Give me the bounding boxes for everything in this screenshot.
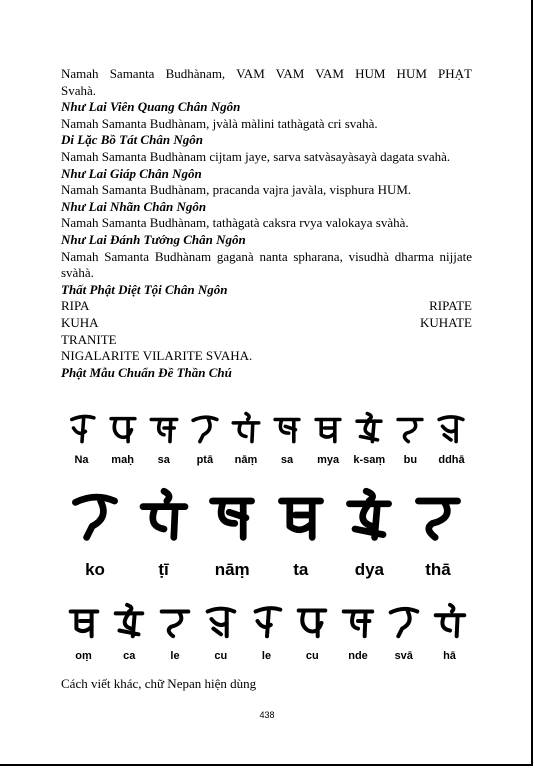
- mantra-danh-tuong-line-2: svàhà.: [61, 265, 94, 281]
- heading-vien-quang: Như Lai Viên Quang Chân Ngôn: [61, 99, 241, 115]
- script-glyph-drawing: [341, 487, 397, 543]
- glyph-row-1: [61, 406, 472, 450]
- script-glyph-stroke: [71, 416, 93, 441]
- syllable-label: sa: [280, 454, 294, 466]
- script-glyph-stroke: [344, 612, 373, 637]
- syllable-label: hā: [443, 650, 456, 662]
- syllable-label: maḥ: [111, 454, 134, 466]
- syllable-label: nde: [348, 650, 368, 662]
- mantra-kuha: KUHA: [61, 314, 99, 330]
- syllable-label: svā: [394, 650, 413, 662]
- heading-giap: Như Lai Giáp Chân Ngôn: [61, 165, 202, 181]
- script-glyph-stroke: [207, 609, 234, 637]
- script-glyph: [102, 406, 143, 450]
- script-glyph-stroke: [440, 417, 464, 442]
- script-glyph-stroke: [143, 491, 185, 537]
- intro-line-2: Svahà.: [61, 82, 97, 98]
- figure-caption: Cách viết khác, chữ Nepan hiện dùng: [61, 676, 257, 691]
- mantra-row-kuha: [61, 315, 472, 332]
- siddham-script-figure: [61, 404, 472, 674]
- script-glyph-drawing: [65, 602, 103, 640]
- script-glyph-drawing: [188, 411, 222, 445]
- script-glyph-drawing: [202, 602, 240, 640]
- script-glyph: [381, 598, 426, 644]
- script-glyph-drawing: [270, 411, 304, 445]
- glyph-row-3: [61, 598, 472, 644]
- mantra-di-lac: Namah Samanta Budhànam cijtam jaye, sarva satvàsayàsayà dagata svahà.: [61, 148, 451, 164]
- script-glyph-drawing: [273, 487, 329, 543]
- script-glyph-drawing: [156, 602, 194, 640]
- heading-that-phat: Thất Phật Diệt Tội Chân Ngôn: [61, 281, 228, 297]
- script-glyph-stroke: [390, 609, 417, 636]
- script-glyph-drawing: [393, 411, 427, 445]
- syllable-label: sa: [157, 454, 170, 466]
- heading-di-lac: Di Lặc Bồ Tát Chân Ngôn: [61, 132, 203, 148]
- script-glyph: [431, 406, 472, 450]
- script-glyph-stroke: [275, 420, 299, 442]
- script-glyph-stroke: [418, 501, 457, 537]
- script-glyph-stroke: [281, 501, 320, 537]
- script-glyph: [143, 406, 184, 450]
- syllable-row-3: [61, 650, 472, 662]
- script-glyph-stroke: [111, 419, 135, 442]
- syllable-label: ṭī: [158, 560, 169, 579]
- script-glyph-drawing: [106, 411, 140, 445]
- script-glyph-drawing: [293, 602, 331, 640]
- intro-line-1: Namah Samanta Budhànam, VAM VAM VAM HUM HUM PHẠT: [61, 66, 472, 81]
- script-glyph: [336, 598, 381, 644]
- heading-chuan-de: Phật Mẫu Chuẩn Đề Thần Chú: [61, 364, 232, 380]
- script-glyph-stroke: [75, 497, 114, 537]
- document-body: [61, 66, 472, 381]
- syllable-label: cu: [305, 650, 319, 662]
- script-glyph-drawing: [352, 411, 386, 445]
- syllable-label: k-saṃ: [353, 454, 386, 466]
- script-glyph-drawing: [147, 411, 181, 445]
- mantra-danh-tuong-line-1: Namah Samanta Budhànam gaganà nanta spharana, visudhà dharma nijjate: [61, 248, 472, 264]
- script-glyph-drawing: [65, 411, 99, 445]
- script-glyph-stroke: [357, 414, 381, 442]
- script-glyph-drawing: [434, 411, 468, 445]
- script-glyph-stroke: [316, 420, 340, 442]
- script-glyph: [427, 598, 472, 644]
- script-glyph: [290, 598, 335, 644]
- heading-danh-tuong: Như Lai Đánh Tướng Chân Ngôn: [61, 231, 246, 247]
- script-glyph-stroke: [162, 612, 189, 637]
- script-glyph: [404, 484, 472, 546]
- mantra-nhan: Namah Samanta Budhànam, tathàgatà caksra rvya valokaya svàhà.: [61, 215, 409, 231]
- script-glyph: [184, 406, 225, 450]
- syllable-label: ptā: [196, 454, 214, 466]
- glyph-row-2: [61, 484, 472, 546]
- script-glyph-drawing: [229, 411, 263, 445]
- script-glyph: [130, 484, 198, 546]
- script-glyph-drawing: [110, 602, 148, 640]
- script-glyph-stroke: [435, 605, 464, 636]
- script-glyph: [390, 406, 431, 450]
- syllable-label: ca: [123, 650, 136, 662]
- script-glyph-drawing: [248, 602, 286, 640]
- script-glyph-drawing: [136, 487, 192, 543]
- script-glyph-drawing: [67, 487, 123, 543]
- script-glyph: [61, 406, 102, 450]
- script-glyph-stroke: [213, 501, 252, 537]
- syllable-label: bu: [403, 454, 418, 466]
- script-glyph: [153, 598, 198, 644]
- syllable-label: ddhā: [438, 454, 465, 466]
- syllable-label: nāṃ: [234, 454, 258, 466]
- syllable-label: thā: [425, 560, 451, 579]
- script-glyph-stroke: [151, 420, 177, 442]
- script-glyph: [107, 598, 152, 644]
- script-glyph: [198, 484, 266, 546]
- script-glyph-drawing: [339, 602, 377, 640]
- script-glyph: [267, 406, 308, 450]
- syllable-label: mya: [317, 454, 340, 466]
- syllable-label: ko: [85, 560, 105, 579]
- mantra-nigalarite: NIGALARITE VILARITE SVAHA.: [61, 348, 253, 364]
- syllable-label: ta: [293, 560, 309, 579]
- script-glyph-stroke: [255, 608, 280, 636]
- syllable-label: cu: [214, 650, 228, 662]
- syllable-label: le: [261, 650, 272, 662]
- script-glyph: [267, 484, 335, 546]
- script-glyph-stroke: [116, 605, 143, 636]
- script-glyph: [61, 484, 129, 546]
- script-glyph-stroke: [193, 417, 217, 441]
- syllable-label: nāṃ: [214, 560, 250, 579]
- script-glyph-stroke: [299, 611, 326, 637]
- page-number: 438: [259, 710, 275, 720]
- mantra-row-ripa: [61, 298, 472, 315]
- script-glyph: [244, 598, 289, 644]
- script-glyph-drawing: [311, 411, 345, 445]
- script-glyph-stroke: [233, 414, 259, 442]
- script-glyph-drawing: [385, 602, 423, 640]
- script-glyph: [335, 484, 403, 546]
- syllable-row-1: [61, 454, 472, 466]
- mantra-ripa: RIPA: [61, 298, 90, 314]
- syllable-row-2: [61, 560, 472, 580]
- mantra-kuhate: KUHATE: [420, 314, 472, 330]
- script-glyph: [61, 598, 106, 644]
- mantra-tranite: TRANITE: [61, 331, 117, 347]
- script-glyph-stroke: [350, 491, 389, 537]
- mantra-vien-quang: Namah Samanta Budhànam, jvàlà màlini tathàgatà cri svahà.: [61, 115, 378, 131]
- mantra-ripate: RIPATE: [429, 298, 472, 314]
- script-glyph-stroke: [398, 420, 422, 442]
- script-glyph: [198, 598, 243, 644]
- heading-nhan: Như Lai Nhãn Chân Ngôn: [61, 198, 207, 214]
- syllable-label: Na: [74, 454, 89, 466]
- syllable-label: dya: [354, 560, 385, 579]
- script-glyph-drawing: [410, 487, 466, 543]
- syllable-label: oṃ: [75, 650, 92, 662]
- script-glyph: [308, 406, 349, 450]
- syllable-label: le: [170, 650, 180, 662]
- script-glyph: [225, 406, 266, 450]
- mantra-giap: Namah Samanta Budhànam, pracanda vajra javàla, visphura HUM.: [61, 182, 412, 198]
- script-glyph-stroke: [70, 612, 97, 637]
- script-glyph-drawing: [431, 602, 469, 640]
- script-glyph-drawing: [204, 487, 260, 543]
- script-glyph: [349, 406, 390, 450]
